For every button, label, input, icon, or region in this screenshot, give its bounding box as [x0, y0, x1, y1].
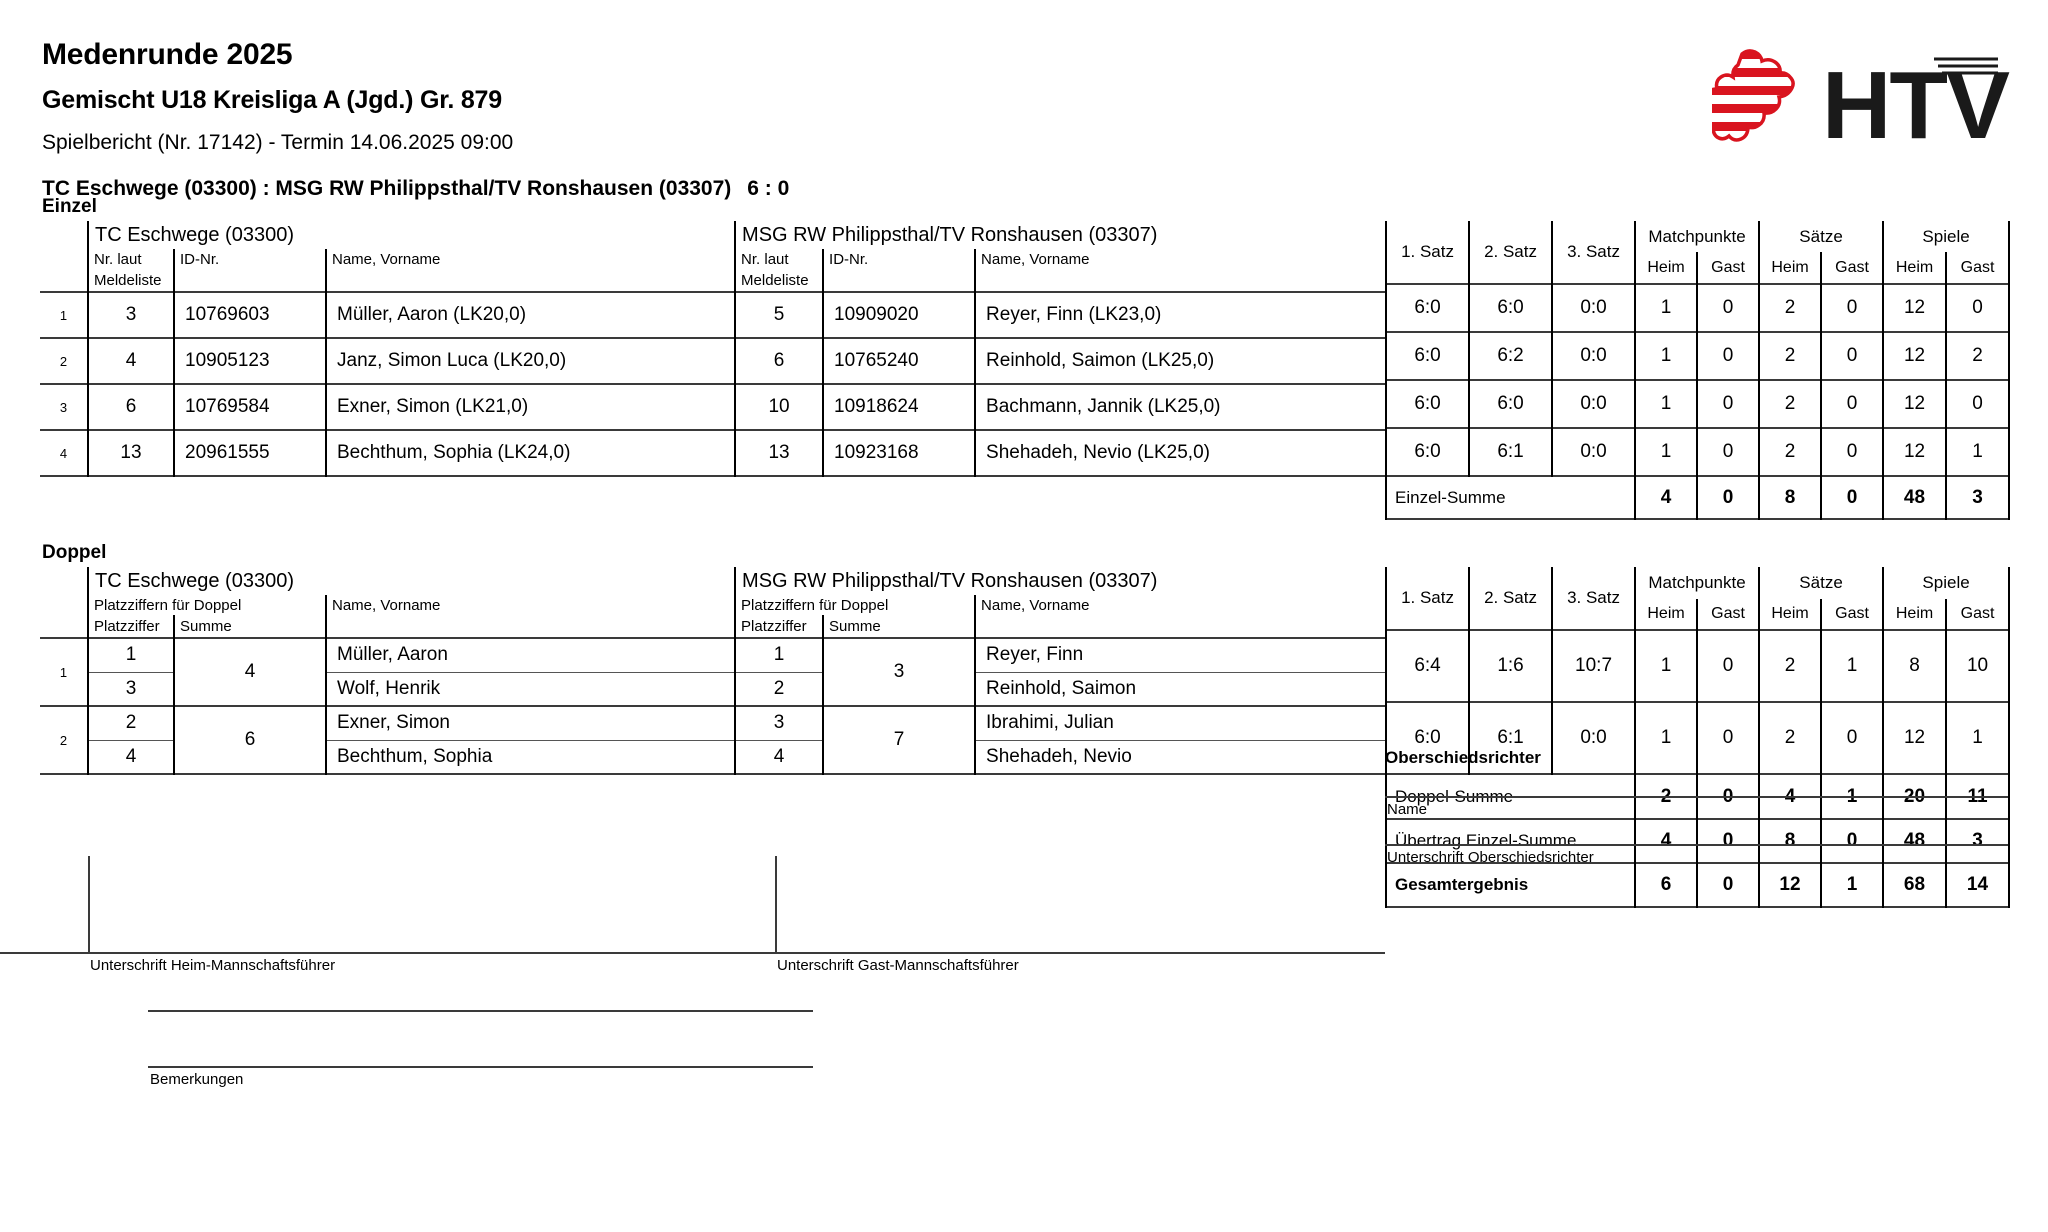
- doubles-guest-name-head: Name, Vorname: [975, 595, 1385, 615]
- match-teams: TC Eschwege (03300) : MSG RW Philippsthal/TV Ronshausen (03307): [42, 177, 732, 200]
- match-headline: [42, 177, 2008, 201]
- match-score: 6 : 0: [747, 177, 790, 200]
- singles-block: [40, 221, 2008, 477]
- head-sets-home: Heim: [1759, 599, 1821, 631]
- mp-guest: 0: [1697, 332, 1759, 380]
- spacer: [40, 595, 88, 615]
- doubles-row-no: 2: [59, 732, 68, 748]
- remarks-area: [40, 968, 2008, 1098]
- doubles-guest-summe: 3: [823, 638, 975, 706]
- singles-home-name: Müller, Aaron (LK20,0): [326, 292, 735, 338]
- set3: 0:0: [1552, 284, 1635, 332]
- singles-home-team: TC Eschwege (03300): [88, 221, 735, 249]
- set2: 6:2: [1469, 332, 1552, 380]
- mp-home: 1: [1635, 630, 1697, 702]
- doubles-home-name: Müller, Aaron: [326, 638, 735, 672]
- spacer: [40, 567, 88, 595]
- uebertrag-games-guest: 3: [1946, 819, 2009, 863]
- doubles-home-name: Exner, Simon: [326, 706, 735, 740]
- games-guest: 10: [1946, 630, 2009, 702]
- doppel-sum-games-home: 20: [1883, 775, 1946, 819]
- doubles-guest-group-head: Platzziffern für Doppel: [735, 595, 975, 615]
- sets-guest: 1: [1821, 630, 1883, 702]
- singles-sum-games-guest: 3: [1946, 477, 2009, 519]
- referee-name-caption: Name: [1387, 801, 1428, 818]
- singles-score-table: [1385, 221, 2010, 477]
- singles-guest-nr: 6: [735, 338, 823, 384]
- singles-row-no: 1: [59, 307, 68, 323]
- games-home: 12: [1883, 332, 1946, 380]
- table-row: [40, 384, 1385, 430]
- singles-sum-row: [1386, 477, 2009, 519]
- doubles-home-platzziffer: 2: [88, 706, 174, 740]
- head-games: Spiele: [1883, 567, 2009, 599]
- singles-guest-nr: 5: [735, 292, 823, 338]
- doubles-guest-platzziffer: 4: [735, 740, 823, 774]
- head-set2: 2. Satz: [1469, 567, 1552, 630]
- head-sets-guest: Gast: [1821, 252, 1883, 283]
- singles-guest-name: Reinhold, Saimon (LK25,0): [975, 338, 1385, 384]
- singles-home-id: 10905123: [174, 338, 326, 384]
- mp-home: 1: [1635, 380, 1697, 428]
- singles-section-label: Einzel: [42, 196, 97, 217]
- gesamtergebnis-mp-home: 6: [1635, 863, 1697, 907]
- htv-logo: [1588, 44, 2008, 169]
- head-matchpoints: Matchpunkte: [1635, 567, 1759, 599]
- doubles-home-team: TC Eschwege (03300): [88, 567, 735, 595]
- doubles-home-summe-head: Summe: [174, 615, 326, 638]
- doubles-home-name-head: Name, Vorname: [326, 595, 735, 615]
- sets-guest: 0: [1821, 428, 1883, 476]
- singles-home-nr: 4: [88, 338, 174, 384]
- head-set1: 1. Satz: [1386, 567, 1469, 630]
- doubles-players-table: [40, 567, 1385, 775]
- doubles-guest-platzziffer: 1: [735, 638, 823, 672]
- games-home: 12: [1883, 702, 1946, 774]
- singles-row-no: 2: [59, 353, 68, 369]
- singles-guest-id: 10923168: [823, 430, 975, 476]
- doubles-guest-summe: 7: [823, 706, 975, 774]
- singles-guest-id: 10909020: [823, 292, 975, 338]
- spacer: [40, 221, 88, 249]
- spacer: [174, 269, 326, 292]
- singles-home-nr: 3: [88, 292, 174, 338]
- singles-home-nr: 13: [88, 430, 174, 476]
- doubles-home-summe: 6: [174, 706, 326, 774]
- doubles-home-platzziffer: 3: [88, 672, 174, 706]
- set1: 6:0: [1386, 284, 1469, 332]
- singles-sum-label: Einzel-Summe: [1386, 477, 1635, 519]
- uebertrag-mp-home: 4: [1635, 819, 1697, 863]
- doppel-sum-mp-home: 2: [1635, 775, 1697, 819]
- singles-guest-name-head: Name, Vorname: [975, 249, 1385, 269]
- gesamtergebnis-mp-guest: 0: [1697, 863, 1759, 907]
- home-captain-caption: Unterschrift Heim-Mannschaftsführer: [90, 957, 336, 974]
- htv-stripes-icon: [1928, 56, 2000, 76]
- singles-guest-nr: 13: [735, 430, 823, 476]
- singles-team-header-row: [40, 221, 1385, 249]
- sets-guest: 0: [1821, 332, 1883, 380]
- singles-home-id: 20961555: [174, 430, 326, 476]
- sets-home: 2: [1759, 702, 1821, 774]
- doubles-home-platzziffer: 4: [88, 740, 174, 774]
- doubles-guest-name: Shehadeh, Nevio: [975, 740, 1385, 774]
- doubles-guest-platzziffer: 3: [735, 706, 823, 740]
- mp-guest: 0: [1697, 630, 1759, 702]
- head-set3: 3. Satz: [1552, 221, 1635, 284]
- singles-guest-nr-head-1: Nr. laut: [735, 249, 823, 269]
- doubles-guest-platzziffer: 2: [735, 672, 823, 706]
- uebertrag-sets-guest: 0: [1821, 819, 1883, 863]
- singles-sum-games-home: 48: [1883, 477, 1946, 519]
- singles-players-table: [40, 221, 1385, 477]
- singles-row-no: 3: [59, 399, 68, 415]
- referee-title: Oberschiedsrichter: [1385, 748, 1541, 767]
- singles-guest-nr: 10: [735, 384, 823, 430]
- score-row: [1386, 332, 2009, 380]
- league-title: Gemischt U18 Kreisliga A (Jgd.) Gr. 879: [42, 86, 502, 114]
- guest-captain-caption: Unterschrift Gast-Mannschaftsführer: [777, 957, 1019, 974]
- games-guest: 2: [1946, 332, 2009, 380]
- singles-home-id-head: ID-Nr.: [174, 249, 326, 269]
- score-row: [1386, 428, 2009, 476]
- singles-guest-id: 10918624: [823, 384, 975, 430]
- sets-guest: 0: [1821, 380, 1883, 428]
- singles-sum-table: [1385, 477, 2010, 520]
- doubles-home-group-head: Platzziffern für Doppel: [88, 595, 326, 615]
- singles-guest-team: MSG RW Philippsthal/TV Ronshausen (03307): [735, 221, 1385, 249]
- head-games-home: Heim: [1883, 252, 1946, 283]
- sets-home: 2: [1759, 332, 1821, 380]
- doubles-home-summe: 4: [174, 638, 326, 706]
- doubles-guest-platzziffer-head: Platzziffer: [735, 615, 823, 638]
- doubles-score-table: [1385, 567, 2010, 775]
- doppel-sum-mp-guest: 0: [1697, 775, 1759, 819]
- score-head-row-1: [1386, 567, 2009, 599]
- doubles-home-platzziffer-head: Platzziffer: [88, 615, 174, 638]
- spacer: [40, 249, 88, 269]
- singles-sum-sets-guest: 0: [1821, 477, 1883, 519]
- doppel-sum-label: Doppel-Summe: [1386, 775, 1635, 819]
- singles-guest-id: 10765240: [823, 338, 975, 384]
- doubles-team-header-row: [40, 567, 1385, 595]
- singles-guest-nr-head-2: Meldeliste: [735, 269, 823, 292]
- singles-home-name: Bechthum, Sophia (LK24,0): [326, 430, 735, 476]
- spacer: [975, 615, 1385, 638]
- singles-guest-name: Reyer, Finn (LK23,0): [975, 292, 1385, 338]
- sets-home: 2: [1759, 284, 1821, 332]
- games-guest: 1: [1946, 428, 2009, 476]
- head-mp-guest: Gast: [1697, 599, 1759, 631]
- head-sets-guest: Gast: [1821, 599, 1883, 631]
- guest-signature-divider: [775, 856, 777, 952]
- head-games-home: Heim: [1883, 599, 1946, 631]
- sets-home: 2: [1759, 630, 1821, 702]
- singles-home-nr: 6: [88, 384, 174, 430]
- singles-home-name: Janz, Simon Luca (LK20,0): [326, 338, 735, 384]
- doppel-sum-sets-guest: 1: [1821, 775, 1883, 819]
- spacer: [975, 269, 1385, 292]
- table-row: [40, 706, 1385, 740]
- gesamtergebnis-sets-home: 12: [1759, 863, 1821, 907]
- singles-home-id: 10769603: [174, 292, 326, 338]
- games-home: 12: [1883, 380, 1946, 428]
- mp-home: 1: [1635, 284, 1697, 332]
- mp-guest: 0: [1697, 428, 1759, 476]
- set3: 10:7: [1552, 630, 1635, 702]
- doubles-guest-name: Reyer, Finn: [975, 638, 1385, 672]
- set1: 6:0: [1386, 428, 1469, 476]
- uebertrag-mp-guest: 0: [1697, 819, 1759, 863]
- set2: 6:0: [1469, 284, 1552, 332]
- home-signature-divider: [88, 856, 90, 952]
- score-row: [1386, 284, 2009, 332]
- htv-wordmark: HTV: [1822, 52, 2008, 160]
- gesamtergebnis-label: Gesamtergebnis: [1386, 863, 1635, 907]
- set2: 6:0: [1469, 380, 1552, 428]
- table-row: [40, 292, 1385, 338]
- head-sets: Sätze: [1759, 221, 1883, 252]
- singles-row-no: 4: [59, 445, 68, 461]
- uebertrag-label: Übertrag Einzel-Summe: [1386, 819, 1635, 863]
- set1: 6:0: [1386, 332, 1469, 380]
- doppel-sum-games-guest: 11: [1946, 775, 2009, 819]
- set1: 6:0: [1386, 380, 1469, 428]
- gesamtergebnis-sets-guest: 1: [1821, 863, 1883, 907]
- set2: 6:1: [1469, 702, 1552, 774]
- score-row: [1386, 630, 2009, 702]
- set1: 6:0: [1386, 702, 1469, 774]
- set2: 6:1: [1469, 428, 1552, 476]
- captain-signature-line: [0, 952, 1385, 954]
- mp-guest: 0: [1697, 380, 1759, 428]
- mp-home: 1: [1635, 332, 1697, 380]
- doubles-section-label: Doppel: [42, 542, 107, 563]
- head-mp-home: Heim: [1635, 252, 1697, 283]
- singles-home-id: 10769584: [174, 384, 326, 430]
- blank-line-1: [148, 1010, 813, 1012]
- head-matchpoints: Matchpunkte: [1635, 221, 1759, 252]
- singles-home-nr-head-2: Meldeliste: [88, 269, 174, 292]
- sets-guest: 0: [1821, 702, 1883, 774]
- remarks-caption: Bemerkungen: [150, 1071, 244, 1088]
- set3: 0:0: [1552, 332, 1635, 380]
- set2: 1:6: [1469, 630, 1552, 702]
- page-title: Medenrunde 2025: [42, 38, 293, 71]
- set3: 0:0: [1552, 380, 1635, 428]
- hessen-lion-icon: [1712, 48, 1808, 166]
- gesamtergebnis-games-guest: 14: [1946, 863, 2009, 907]
- mp-guest: 0: [1697, 702, 1759, 774]
- singles-home-name-head: Name, Vorname: [326, 249, 735, 269]
- doubles-guest-name: Ibrahimi, Julian: [975, 706, 1385, 740]
- singles-colhead-row-2: [40, 269, 1385, 292]
- doubles-colhead-row-2: [40, 615, 1385, 638]
- singles-guest-name: Shehadeh, Nevio (LK25,0): [975, 430, 1385, 476]
- head-sets: Sätze: [1759, 567, 1883, 599]
- sets-guest: 0: [1821, 284, 1883, 332]
- games-guest: 1: [1946, 702, 2009, 774]
- singles-sum-sets-home: 8: [1759, 477, 1821, 519]
- spacer: [40, 269, 88, 292]
- table-row: [40, 338, 1385, 384]
- doubles-guest-summe-head: Summe: [823, 615, 975, 638]
- games-home: 8: [1883, 630, 1946, 702]
- spacer: [823, 269, 975, 292]
- singles-guest-name: Bachmann, Jannik (LK25,0): [975, 384, 1385, 430]
- spacer: [40, 615, 88, 638]
- doubles-colhead-row-1: [40, 595, 1385, 615]
- spacer: [326, 269, 735, 292]
- sets-home: 2: [1759, 380, 1821, 428]
- games-guest: 0: [1946, 380, 2009, 428]
- doubles-guest-name: Reinhold, Saimon: [975, 672, 1385, 706]
- head-games-guest: Gast: [1946, 252, 2009, 283]
- gesamtergebnis-games-home: 68: [1883, 863, 1946, 907]
- doubles-home-name: Bechthum, Sophia: [326, 740, 735, 774]
- games-home: 12: [1883, 428, 1946, 476]
- mp-home: 1: [1635, 702, 1697, 774]
- head-set3: 3. Satz: [1552, 567, 1635, 630]
- page-header: [40, 38, 2008, 200]
- referee-signature-caption: Unterschrift Oberschiedsrichter: [1387, 849, 1594, 866]
- head-games: Spiele: [1883, 221, 2009, 252]
- score-head-row-1: [1386, 221, 2009, 252]
- referee-name-line: [1385, 796, 2008, 798]
- score-row: [1386, 380, 2009, 428]
- referee-signature-line: [1385, 844, 2008, 846]
- singles-colhead-row-1: [40, 249, 1385, 269]
- games-guest: 0: [1946, 284, 2009, 332]
- remarks-line: [148, 1066, 813, 1068]
- doubles-guest-team: MSG RW Philippsthal/TV Ronshausen (03307): [735, 567, 1385, 595]
- doubles-home-name: Wolf, Henrik: [326, 672, 735, 706]
- table-row: [40, 430, 1385, 476]
- doubles-home-platzziffer: 1: [88, 638, 174, 672]
- singles-home-name: Exner, Simon (LK21,0): [326, 384, 735, 430]
- doppel-sum-sets-home: 4: [1759, 775, 1821, 819]
- set3: 0:0: [1552, 428, 1635, 476]
- uebertrag-games-home: 48: [1883, 819, 1946, 863]
- singles-sum-mp-home: 4: [1635, 477, 1697, 519]
- table-row: [40, 638, 1385, 672]
- sets-home: 2: [1759, 428, 1821, 476]
- head-games-guest: Gast: [1946, 599, 2009, 631]
- head-set2: 2. Satz: [1469, 221, 1552, 284]
- head-set1: 1. Satz: [1386, 221, 1469, 284]
- singles-sum-mp-guest: 0: [1697, 477, 1759, 519]
- doubles-block: [40, 567, 2008, 775]
- referee-area: [1385, 748, 2008, 958]
- singles-home-nr-head-1: Nr. laut: [88, 249, 174, 269]
- spacer: [326, 615, 735, 638]
- set3: 0:0: [1552, 702, 1635, 774]
- head-mp-guest: Gast: [1697, 252, 1759, 283]
- doubles-row-no: 1: [59, 664, 68, 680]
- head-sets-home: Heim: [1759, 252, 1821, 283]
- games-home: 12: [1883, 284, 1946, 332]
- report-line: Spielbericht (Nr. 17142) - Termin 14.06.2025 09:00: [42, 131, 514, 154]
- uebertrag-sets-home: 8: [1759, 819, 1821, 863]
- mp-home: 1: [1635, 428, 1697, 476]
- head-mp-home: Heim: [1635, 599, 1697, 631]
- set1: 6:4: [1386, 630, 1469, 702]
- mp-guest: 0: [1697, 284, 1759, 332]
- singles-guest-id-head: ID-Nr.: [823, 249, 975, 269]
